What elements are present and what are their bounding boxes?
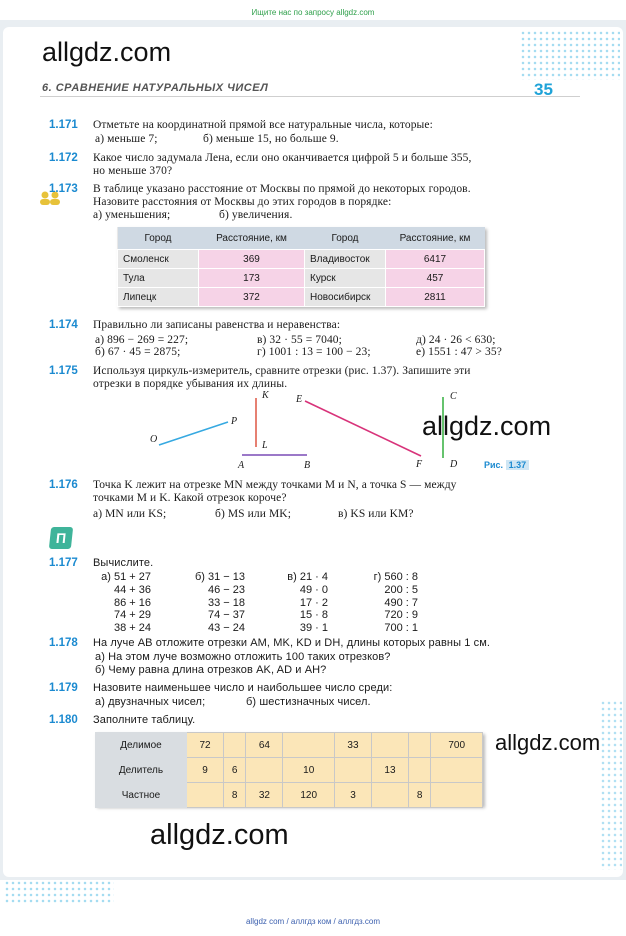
- point-label: K: [262, 390, 269, 401]
- item: в) 32 · 55 = 7040;: [257, 334, 342, 346]
- calc-item: б) 31 − 13: [194, 571, 245, 583]
- calc-item: 200 : 5: [384, 583, 418, 596]
- option-a: а) MN или KS;: [93, 508, 167, 520]
- option-b: б) увеличения.: [219, 209, 293, 221]
- problem-text-2: но меньше 370?: [93, 165, 173, 177]
- problem-text: Назовите наименьшее число и наибольшее число среди:: [93, 682, 393, 694]
- option-a: а) На этом луче возможно отложить 100 таких отрезков?: [95, 651, 391, 663]
- problem-text: Точка K лежит на отрезке MN между точками M и N, а точка S — между: [93, 479, 457, 491]
- calc-item: 74 + 29: [113, 609, 151, 622]
- table-cell: 13: [371, 758, 408, 783]
- item: б) 67 · 45 = 2875;: [95, 346, 181, 358]
- option-b: б) шестизначных чисел.: [246, 696, 371, 708]
- point-label: C: [450, 391, 457, 402]
- bottom-note: allgdz com / аллгдз ком / аллгдз.com: [245, 917, 381, 926]
- table-cell: [246, 758, 283, 783]
- problem-number: 1.175: [49, 365, 78, 377]
- calc-item: 33 − 18: [207, 596, 245, 609]
- table-cell: 457: [386, 269, 485, 288]
- calc-item: 86 + 16: [113, 596, 151, 609]
- figure-caption: [484, 460, 529, 470]
- top-note: Ищите нас по запросу allgdz.com: [251, 8, 375, 17]
- segment-OP: [159, 422, 228, 445]
- calc-item: 15 · 8: [299, 609, 328, 622]
- problem-text: На луче AB отложите отрезки AM, MK, KD и DH, длины которых равны 1 см.: [93, 637, 491, 649]
- table-cell: 6417: [386, 250, 485, 269]
- table-cell: [371, 733, 408, 758]
- problem-number: 1.176: [49, 479, 78, 491]
- calc-item: г) 560 : 8: [373, 571, 418, 583]
- point-label: B: [304, 460, 311, 471]
- calc-item: 490 : 7: [384, 596, 418, 609]
- calc-item: 39 · 1: [299, 622, 328, 635]
- problem-text-2: отрезки в порядке убывания их длины.: [93, 378, 288, 390]
- section-header: 6. СРАВНЕНИЕ НАТУРАЛЬНЫХ ЧИСЕЛ: [42, 82, 269, 94]
- table-header-city: Город: [305, 227, 386, 250]
- calc-item: 46 − 23: [207, 583, 245, 596]
- table-cell: Владивосток: [305, 250, 386, 269]
- table-cell: [334, 758, 371, 783]
- table-cell: [408, 733, 430, 758]
- division-table: [95, 732, 483, 806]
- table-cell: 32: [246, 783, 283, 808]
- item: г) 1001 : 13 = 100 − 23;: [257, 346, 371, 358]
- watermark-bottom: allgdz.com: [150, 819, 289, 851]
- table-cell: 3: [334, 783, 371, 808]
- calc-item: 700 : 1: [384, 622, 418, 635]
- option-a: а) двузначных чисел;: [95, 696, 206, 708]
- table-cell: 8: [224, 783, 246, 808]
- row-label: Делитель: [96, 758, 187, 783]
- table-cell: [431, 758, 483, 783]
- problem-text-2: точками M и K. Какой отрезок короче?: [93, 492, 287, 504]
- table-cell: 700: [431, 733, 483, 758]
- table-cell: 120: [283, 783, 335, 808]
- page-number: 35: [534, 80, 553, 99]
- calc-item: 44 + 36: [113, 583, 151, 596]
- table-cell: 9: [187, 758, 224, 783]
- problem-text: Вычислите.: [93, 557, 154, 569]
- table-cell: Новосибирск: [305, 288, 386, 307]
- calc-column-d: [366, 571, 418, 635]
- figure-number: 1.37: [506, 460, 530, 470]
- calc-item: 38 + 24: [113, 622, 151, 635]
- item: а) 896 − 269 = 227;: [95, 334, 189, 346]
- table-cell: Тула: [118, 269, 199, 288]
- option-b: б) MS или MK;: [215, 508, 291, 520]
- table-header-distance: Расстояние, км: [386, 227, 485, 250]
- table-cell: 72: [187, 733, 224, 758]
- calc-item: 74 − 37: [207, 609, 245, 622]
- watermark-right: allgdz.com: [495, 730, 601, 755]
- calc-item: а) 51 + 27: [101, 571, 151, 583]
- problem-number: 1.171: [49, 119, 78, 131]
- table-cell: 64: [246, 733, 283, 758]
- option-b: б) Чему равна длина отрезков AK, AD и AH?: [95, 664, 327, 676]
- table-cell: Смоленск: [118, 250, 199, 269]
- calc-item: 49 · 0: [299, 583, 328, 596]
- table-cell: 8: [408, 783, 430, 808]
- problem-number: 1.178: [49, 637, 78, 649]
- problem-number: 1.174: [49, 319, 78, 331]
- problem-text: Используя циркуль-измеритель, сравните отрезки (рис. 1.37). Запишите эти: [93, 365, 471, 377]
- problem-text: В таблице указано расстояние от Москвы по прямой до некоторых городов.: [93, 183, 471, 195]
- option-b: б) меньше 15, но больше 9.: [203, 133, 339, 145]
- problem-text: Правильно ли записаны равенства и неравенства:: [93, 319, 341, 331]
- problem-number: 1.179: [49, 682, 78, 694]
- segment-EF: [305, 401, 421, 456]
- problem-text: Отметьте на координатной прямой все натуральные числа, которые:: [93, 119, 433, 131]
- watermark-middle: allgdz.com: [422, 411, 552, 441]
- practice-badge-letter: П: [55, 530, 67, 546]
- table-cell: 369: [199, 250, 305, 269]
- problem-number: 1.173: [49, 183, 78, 195]
- option-a: а) меньше 7;: [95, 133, 158, 145]
- calc-item: 720 : 9: [384, 609, 418, 622]
- practice-badge: [49, 527, 73, 549]
- table-header-city: Город: [118, 227, 199, 250]
- calc-column-b: [187, 571, 245, 635]
- table-cell: 2811: [386, 288, 485, 307]
- point-label: E: [296, 394, 303, 405]
- table-cell: [408, 758, 430, 783]
- point-label: P: [231, 416, 238, 427]
- table-cell: 173: [199, 269, 305, 288]
- point-label: D: [450, 459, 458, 470]
- option-a: а) уменьшения;: [93, 209, 171, 221]
- table-cell: 372: [199, 288, 305, 307]
- watermark-top: allgdz.com: [42, 37, 172, 67]
- calc-item: 17 · 2: [299, 596, 328, 609]
- point-label: L: [262, 440, 268, 451]
- table-cell: Курск: [305, 269, 386, 288]
- problem-text-2: Назовите расстояния от Москвы до этих городов в порядке:: [93, 196, 392, 208]
- problem-number: 1.172: [49, 152, 78, 164]
- calc-column-c: [282, 571, 328, 635]
- figure-label: Рис.: [484, 460, 504, 470]
- item: д) 24 · 26 < 630;: [416, 334, 496, 346]
- table-cell: Липецк: [118, 288, 199, 307]
- point-label: O: [150, 434, 158, 445]
- problem-number: 1.180: [49, 714, 78, 726]
- calc-item: в) 21 · 4: [287, 571, 328, 583]
- table-cell: [187, 783, 224, 808]
- point-label: F: [416, 459, 423, 470]
- calc-item: 43 − 24: [207, 622, 245, 635]
- problem-text: Заполните таблицу.: [93, 714, 196, 726]
- option-c: в) KS или KM?: [338, 508, 414, 520]
- calc-column-a: [95, 571, 151, 635]
- problem-text: Какое число задумала Лена, если оно оканчивается цифрой 5 и больше 355,: [93, 152, 472, 164]
- table-cell: 10: [283, 758, 335, 783]
- table-cell: 33: [334, 733, 371, 758]
- table-header-distance: Расстояние, км: [199, 227, 305, 250]
- problem-number: 1.177: [49, 557, 78, 569]
- table-cell: [224, 733, 246, 758]
- table-cell: [283, 733, 335, 758]
- table-cell: [431, 783, 483, 808]
- table-cell: 6: [224, 758, 246, 783]
- table-cell: [371, 783, 408, 808]
- item: е) 1551 : 47 > 35?: [416, 346, 502, 358]
- point-label: A: [238, 460, 245, 471]
- row-label: Делимое: [96, 733, 187, 758]
- row-label: Частное: [96, 783, 187, 808]
